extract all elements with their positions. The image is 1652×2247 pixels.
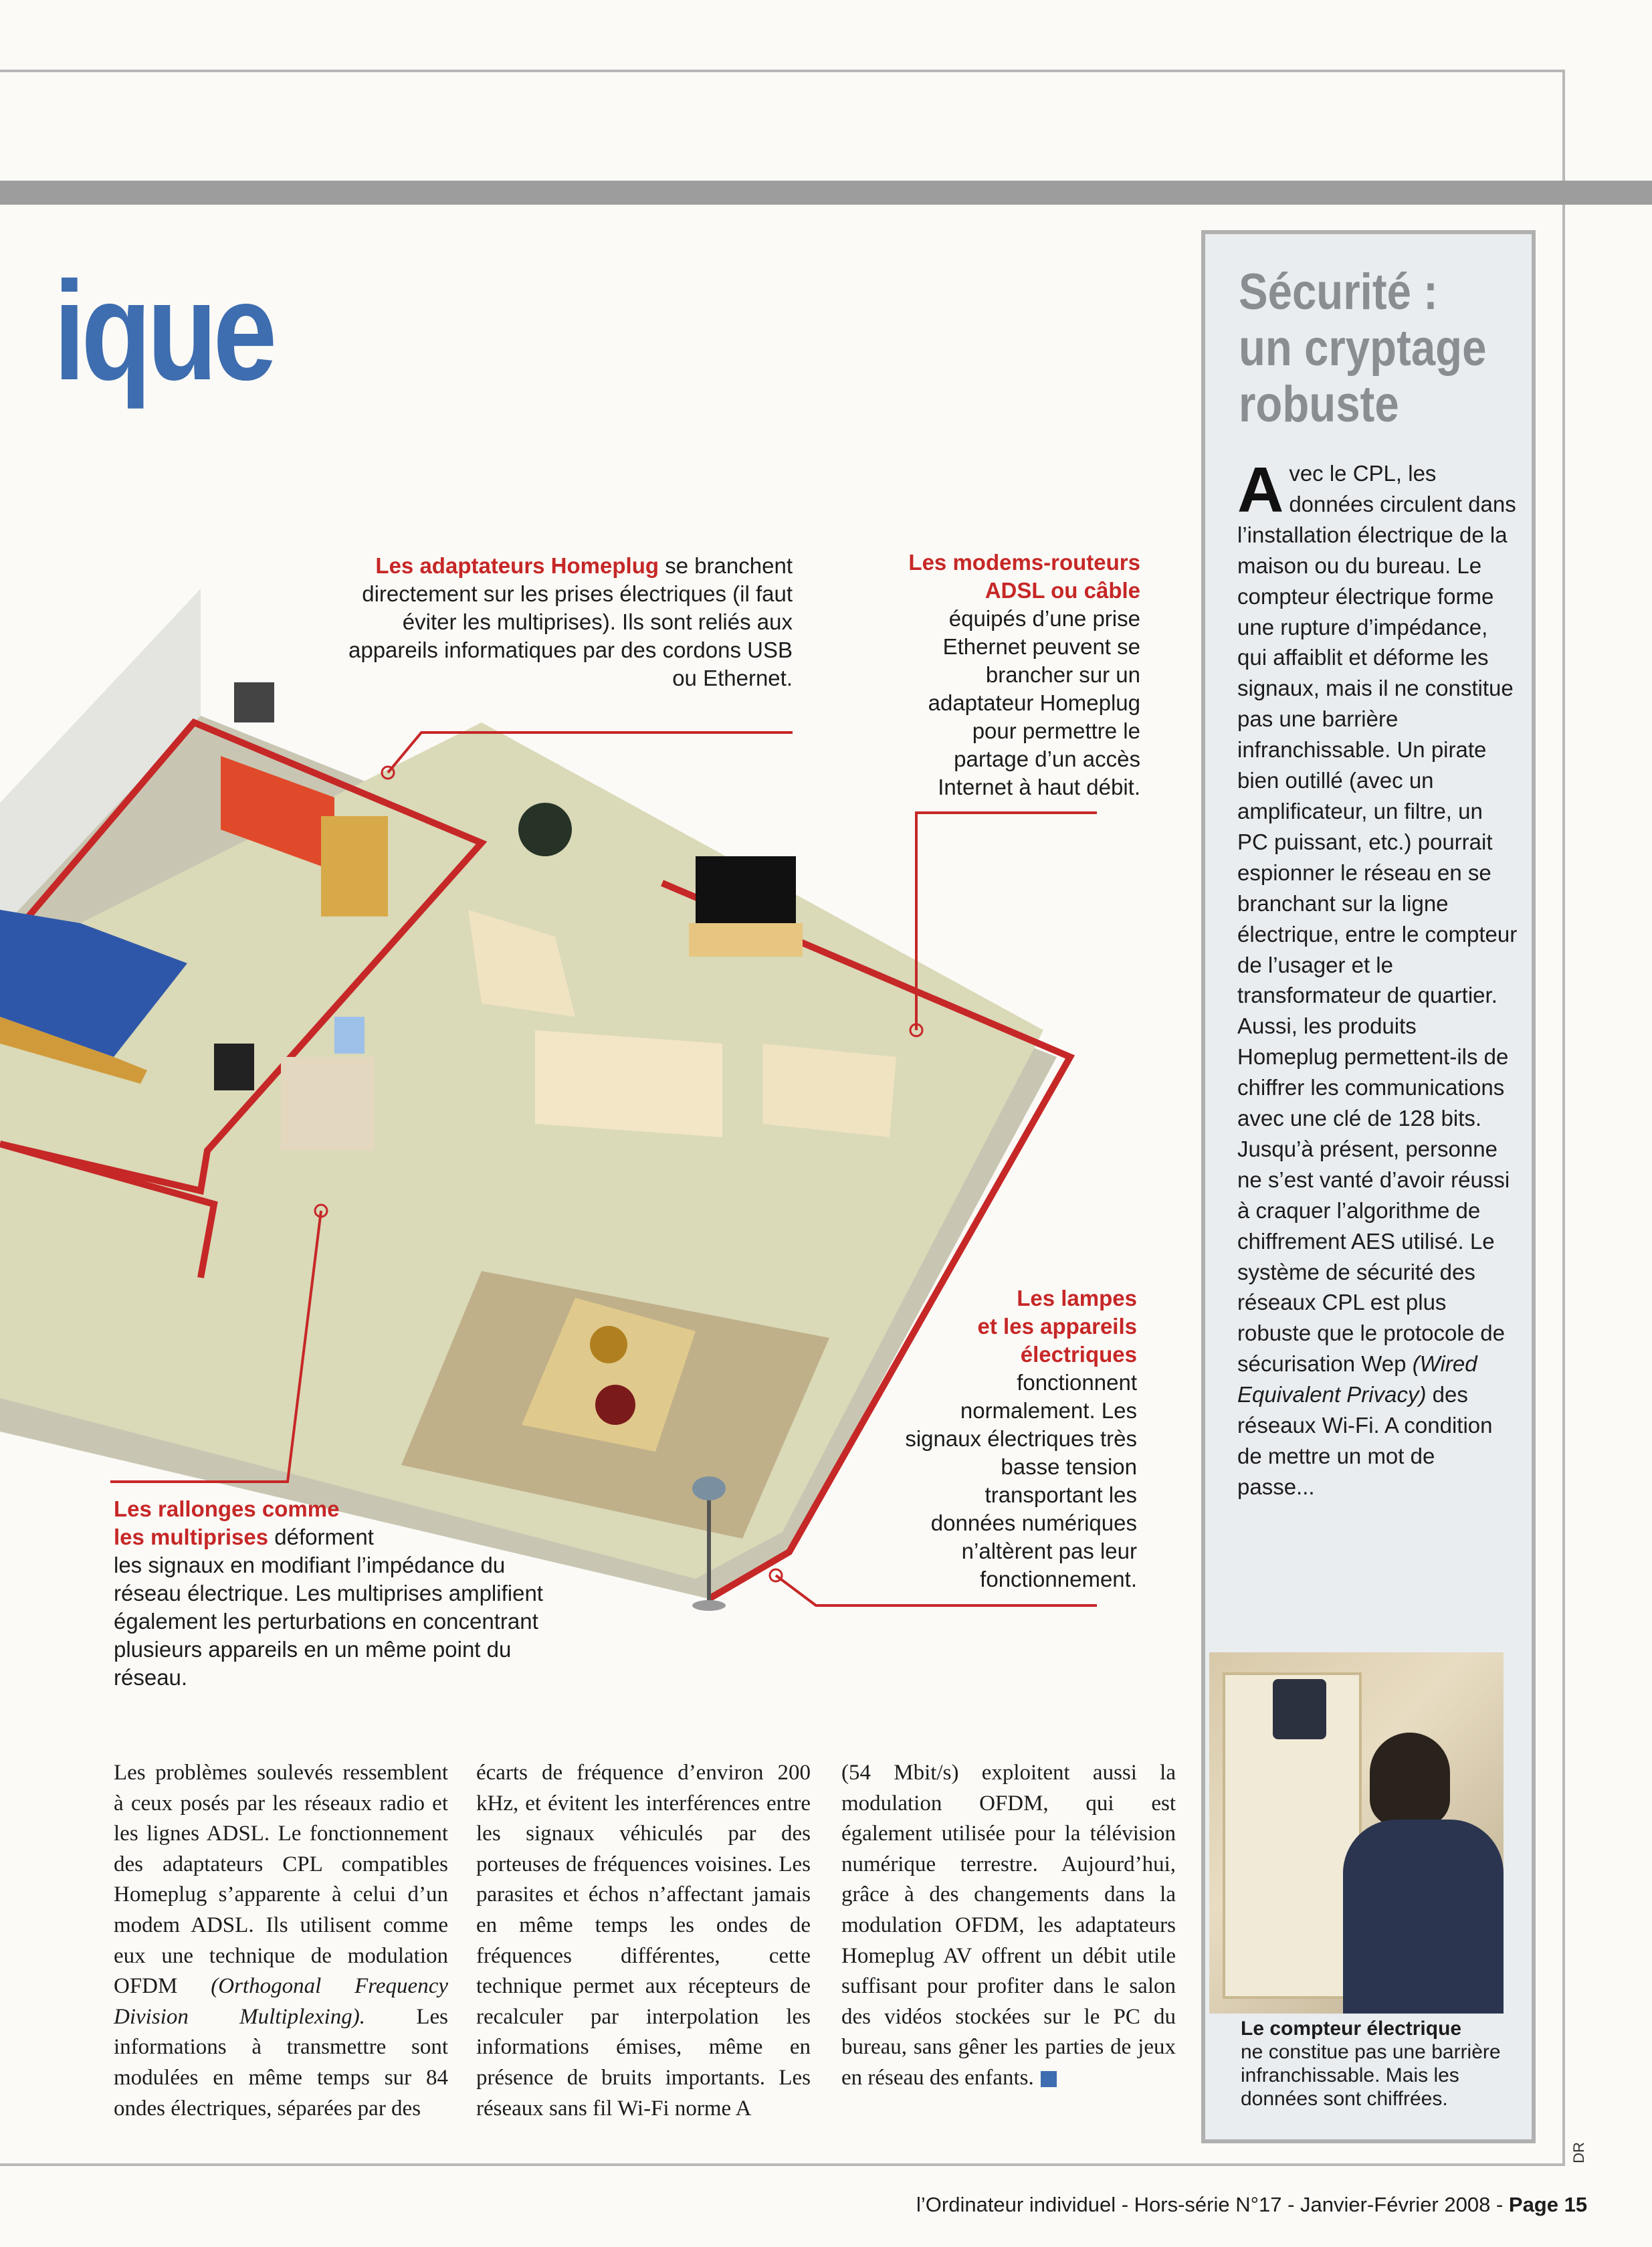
article-column-2: [476, 1758, 811, 2124]
caption-rallonges-text-2: les signaux en modifiant l’impédance du réseau électrique. Les multiprises amplifient également les perturbations en concentrant plusieurs appareils en un même point du réseau.: [114, 1553, 543, 1690]
caption-rallonges-text-1: déforment: [274, 1525, 374, 1549]
photo-caption: [1241, 2017, 1522, 2111]
person-body: [1343, 1820, 1504, 2014]
person-head: [1370, 1733, 1450, 1826]
article-col2-text: écarts de fréquence d’environ 200 kHz, et évitent les interférences entre les signaux véhiculés par des porteuses de fréquences voisines. Les parasites et échos n’affectant jamais en même temps les ondes de fréquences différentes, cette technique permet aux récepteurs de recalculer par interpolation les informations émises, même en présence de bruits importants. Les réseaux sans fil Wi-Fi norme A: [476, 1761, 811, 2121]
sidebar-body-text-1: vec le CPL, les données circulent dans l’installation électrique de la maison ou du bureau. Le compteur électrique forme une rupture d’impédance, qui affaiblit et déforme les signaux, mais il ne constitue pas une barrière infranchissable. Un pirate bien outillé (avec un amplificateur, un filtre, un PC puissant, etc.) pourrait espionner le réseau en se branchant sur la ligne électrique, entre le compteur de l’usager et le transformateur de quartier. Aussi, les produits Homeplug permettent-ils de chiffrer les communications avec une clé de 128 bits. Jusqu’à présent, personne ne s’est vanté d’avoir réussi à craquer l’algorithme de chiffrement AES utilisé. Le système de sécurité des réseaux CPL est plus robuste que le protocole de sécurisation Wep: [1237, 461, 1518, 1377]
computer-monitor-2: [334, 1017, 365, 1054]
sidebar-dropcap: A: [1237, 454, 1284, 526]
office-desk: [281, 1057, 375, 1151]
caption-lamps-title-3: électriques: [1020, 1342, 1137, 1367]
electric-meter-photo: [1209, 1652, 1504, 2014]
caption-modems: [903, 549, 1140, 801]
header-band: [0, 181, 1652, 205]
frame-right-line: [1562, 70, 1565, 2163]
caption-lamps-text: fonctionnent normalement. Les signaux électriques très basse tension transportant les données numériques n’altèrent pas leur fonctionnement.: [905, 1370, 1137, 1591]
article-col1-text-b: Les informations à transmettre sont modulées en même temps sur 84 ondes électriques, séparées par des: [114, 2004, 448, 2121]
sofa: [535, 1030, 722, 1137]
caption-modems-text: équipés d’une prise Ethernet peuvent se brancher sur un adaptateur Homeplug pour permettre le partage d’un accès Internet à haut débit.: [928, 606, 1140, 799]
tv-small: [214, 1044, 254, 1090]
computer-monitor-1: [234, 682, 274, 722]
sidebar-body: [1237, 454, 1518, 1502]
caption-lamps-title-2: et les appareils: [977, 1314, 1137, 1339]
photo-caption-title: Le compteur électrique: [1241, 2018, 1462, 2040]
article-column-3: [841, 1758, 1176, 2094]
sidebar-body-text-2: des réseaux Wi-Fi. A condition de mettre un mot de passe...: [1237, 1382, 1493, 1499]
caption-rallonges-title-2: les multiprises: [114, 1525, 269, 1549]
page-footer: [916, 2193, 1587, 2217]
caption-homeplug-title: Les adaptateurs Homeplug: [375, 553, 659, 578]
cabinet: [321, 816, 388, 916]
frame-bottom-line: [0, 2163, 1565, 2166]
article-column-1: [114, 1758, 448, 2124]
caption-rallonges-title-1: Les rallonges comme: [114, 1496, 340, 1521]
television: [696, 856, 796, 930]
armchair-2: [762, 1044, 896, 1137]
sidebar-title-line-1: Sécurité :: [1239, 264, 1438, 320]
caption-homeplug-text: se branchent directement sur les prises électriques (il faut éviter les multiprises). Ils sont reliés aux appareils informatiques par des cordons USB ou Ethernet.: [348, 553, 793, 690]
sidebar-title-line-2: un cryptage: [1239, 320, 1487, 377]
frame-top-line: [0, 70, 1565, 72]
photo-credit: DR: [1570, 2142, 1587, 2163]
caption-homeplug: [334, 552, 793, 692]
caption-lamps-title-1: Les lampes: [1017, 1286, 1137, 1310]
footer-page-number: Page 15: [1508, 2193, 1588, 2216]
caption-modems-title-1: Les modems-routeurs: [908, 550, 1140, 575]
plant: [518, 803, 572, 856]
article-col1-italic: (Orthogonal Frequency Division Multiplexing).: [114, 1974, 448, 2029]
caption-modems-title-2: ADSL ou câble: [985, 578, 1140, 603]
end-mark-icon: [1041, 2071, 1057, 2087]
photo-caption-text: ne constitue pas une barrière infranchissable. Mais les données sont chiffrées.: [1241, 2041, 1501, 2110]
article-col3-text: (54 Mbit/s) exploitent aussi la modulation OFDM, qui est également utilisée pour la télévision numérique terrestre. Aujourd’hui, grâce à des changements dans la modulation OFDM, les adaptateurs Homeplug AV offrent un débit utile suffisant pour profiter dans le salon des vidéos stockées sur le PC du bureau, sans gêner les parties de jeux en réseau des enfants.: [841, 1761, 1176, 2090]
article-col1-text-a: Les problèmes soulevés ressemblent à ceux posés par les réseaux radio et les lignes ADSL. Le fonctionnement des adaptateurs CPL compatibles Homeplug s’apparente à celui d’un modem ADSL. Ils utilisent comme eux une technique de modulation OFDM: [114, 1761, 448, 1999]
sidebar-title: [1239, 264, 1486, 433]
sidebar-title-line-3: robuste: [1239, 376, 1399, 433]
caption-rallonges: [114, 1495, 548, 1692]
sidebar-body-italic: (Wired Equivalent Privacy): [1237, 1351, 1477, 1407]
footer-magazine: l’Ordinateur individuel - Hors-série N°17 - Janvier-Février 2008 -: [916, 2193, 1509, 2216]
meter-device: [1273, 1679, 1326, 1739]
caption-lamps: [900, 1284, 1137, 1593]
page-headline: ique: [54, 252, 273, 409]
